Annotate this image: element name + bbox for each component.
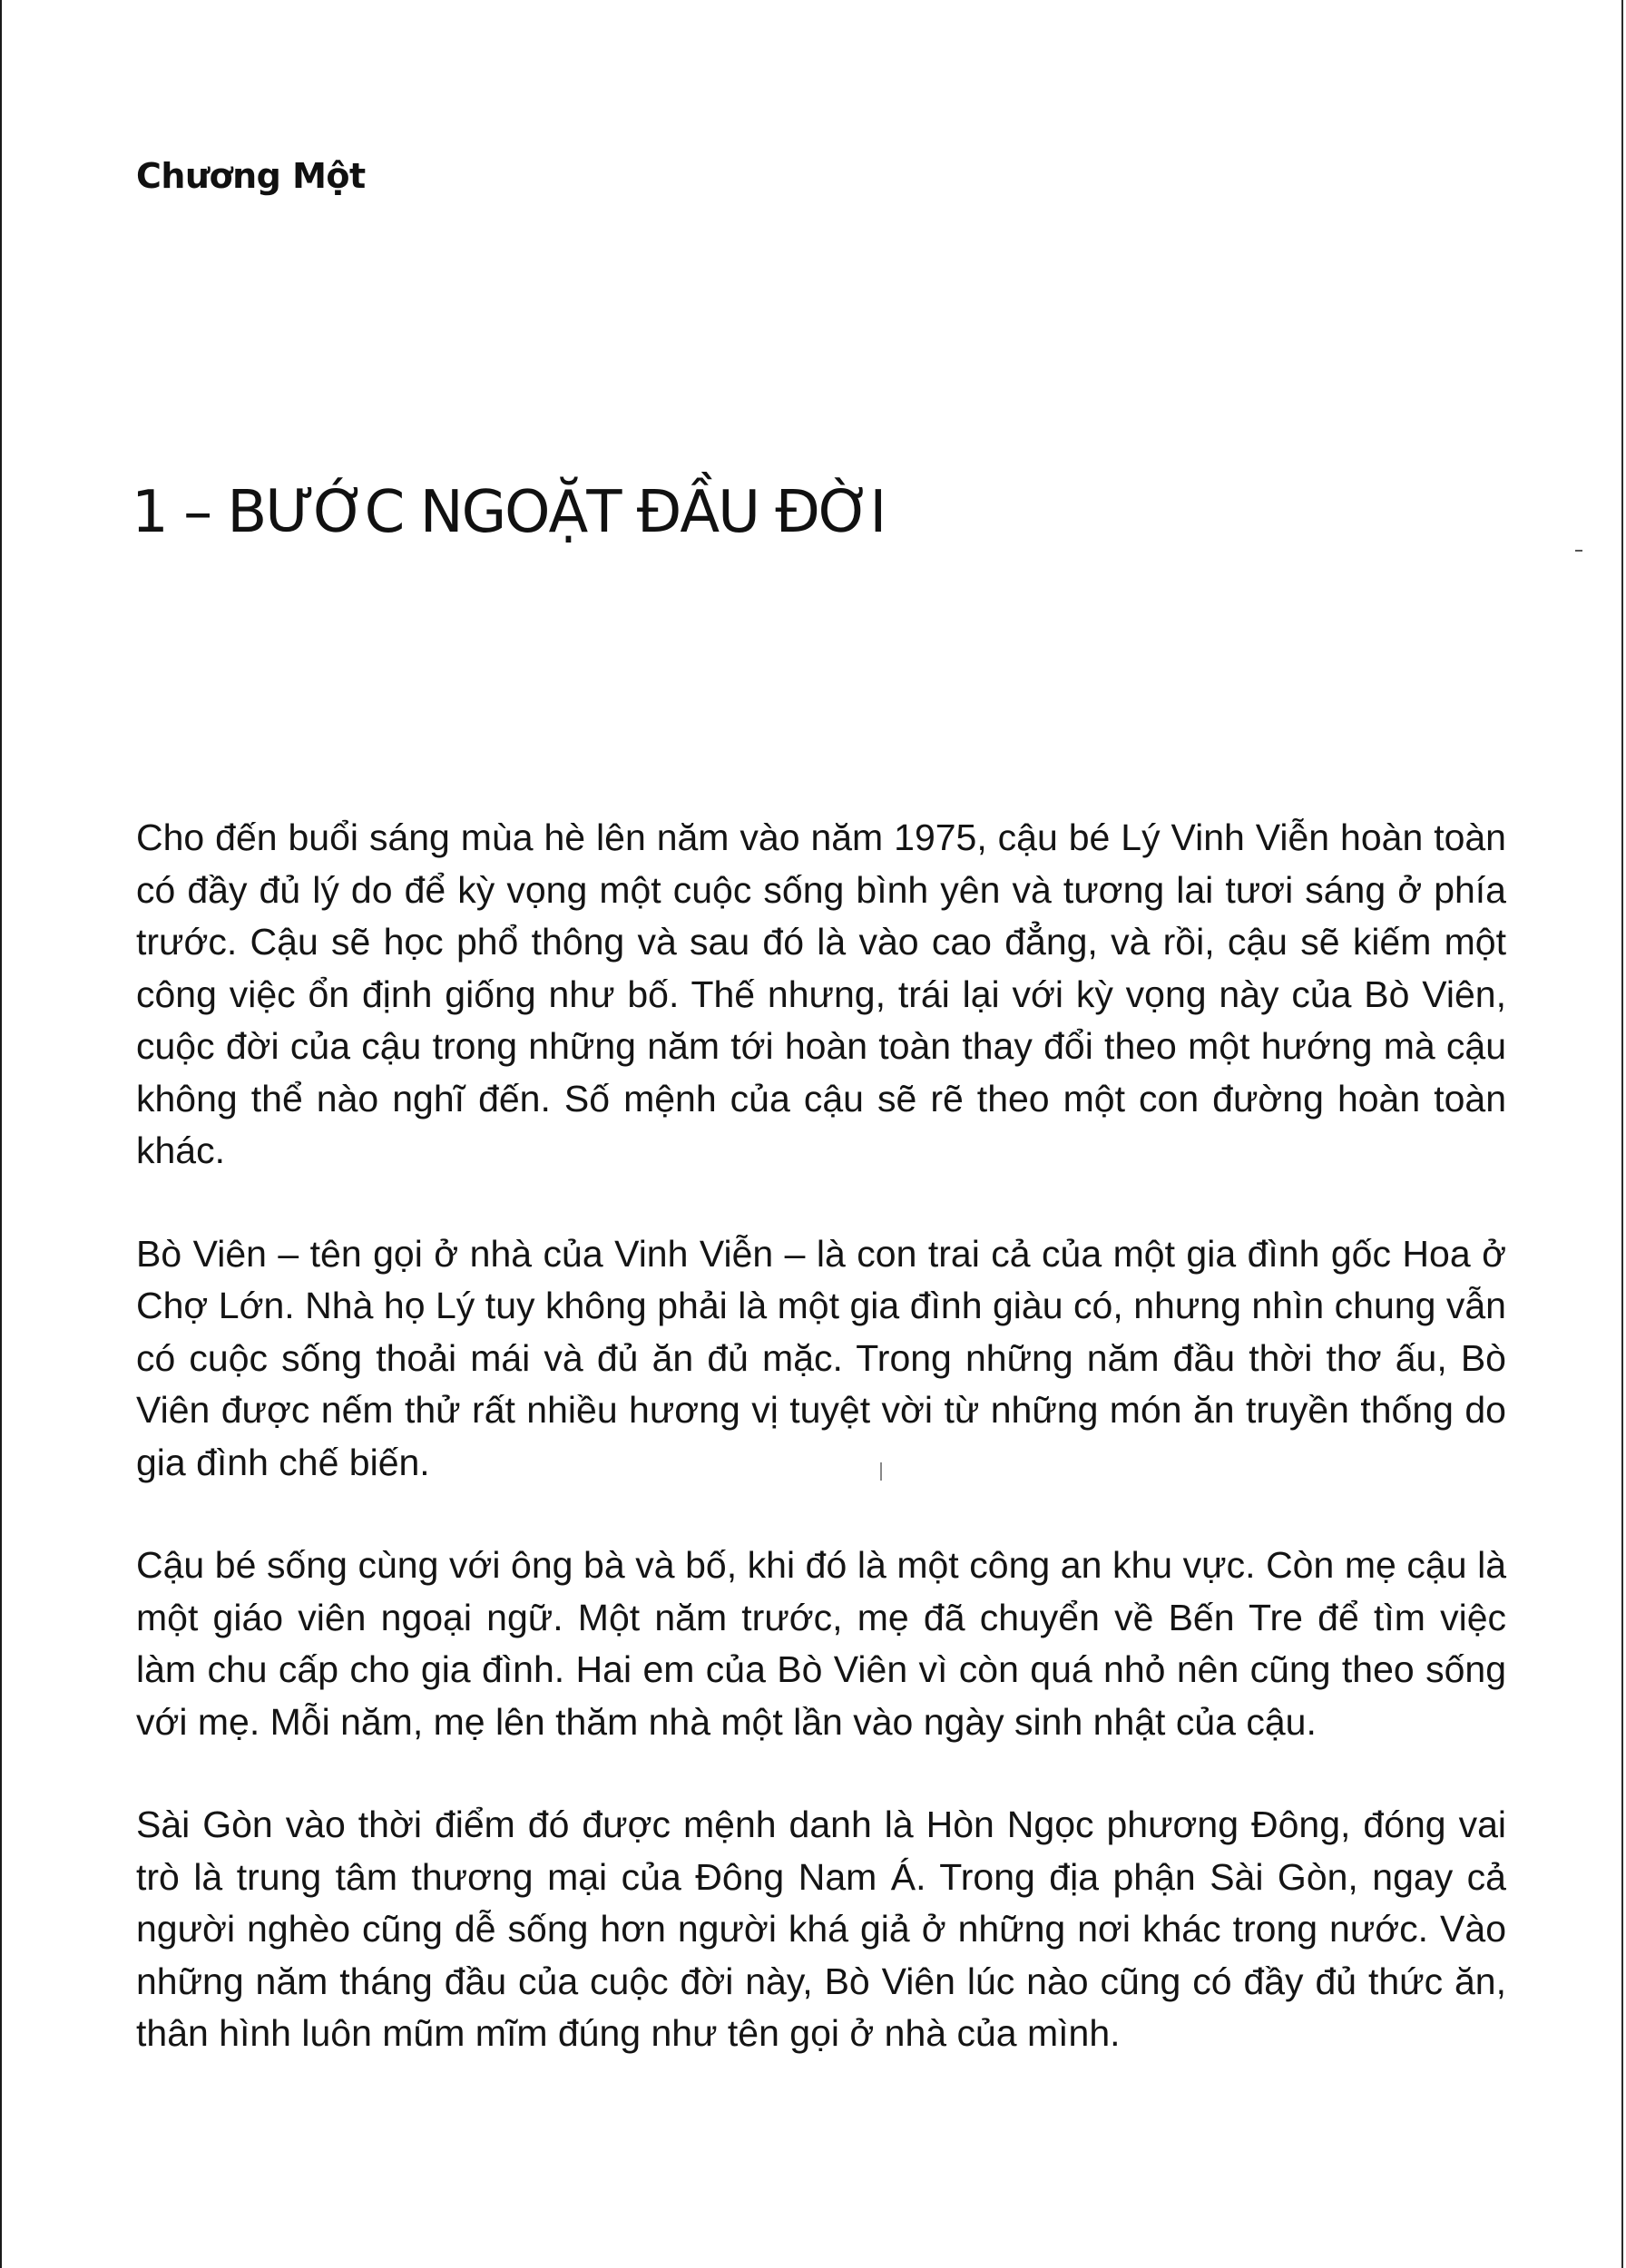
section-title: 1 – BƯỚC NGOẶT ĐẦU ĐỜI [132, 479, 886, 546]
scan-speck [880, 1462, 882, 1481]
chapter-label: Chương Một [136, 156, 366, 196]
paragraph: Sài Gòn vào thời điểm đó được mệnh danh là Hòn Ngọc phương Đông, đóng vai trò là trung tâm thương mại của Đông Nam Á. Trong địa phận Sài Gòn, ngay cả người nghèo cũng dễ sống hơn người khá giả ở những nơi khác trong nước. Vào những năm tháng đầu của cuộc đời này, Bò Viên lúc nào cũng có đầy đủ thức ăn, thân hình luôn mũm mĩm đúng như tên gọi ở nhà của mình. [136, 1804, 1506, 2054]
paragraph: Cho đến buổi sáng mùa hè lên năm vào năm 1975, cậu bé Lý Vinh Viễn hoàn toàn có đầy đủ lý do để kỳ vọng một cuộc sống bình yên và tương lai tươi sáng ở phía trước. Cậu sẽ học phổ thông và sau đó là vào cao đẳng, và rồi, cậu sẽ kiếm một công việc ổn định giống như bố. Thế nhưng, trái lại với kỳ vọng này của Bò Viên, cuộc đời của cậu trong những năm tới hoàn toàn thay đổi theo một hướng mà cậu không thể nào nghĩ đến. Số mệnh của cậu sẽ rẽ theo một con đường hoàn toàn khác. [136, 816, 1506, 1171]
scan-edge-right [1621, 0, 1623, 2268]
paragraph: Cậu bé sống cùng với ông bà và bố, khi đó là một công an khu vực. Còn mẹ cậu là một giáo viên ngoại ngữ. Một năm trước, mẹ đã chuyển về Bến Tre để tìm việc làm chu cấp cho gia đình. Hai em của Bò Viên vì còn quá nhỏ nên cũng theo sống với mẹ. Mỗi năm, mẹ lên thăm nhà một lần vào ngày sinh nhật của cậu. [136, 1544, 1506, 1743]
body-text [136, 812, 1506, 2111]
paragraph: Bò Viên – tên gọi ở nhà của Vinh Viễn – là con trai cả của một gia đình gốc Hoa ở Chợ Lớn. Nhà họ Lý tuy không phải là một gia đình giàu có, nhưng nhìn chung vẫn có cuộc sống thoải mái và đủ ăn đủ mặc. Trong những năm đầu thời thơ ấu, Bò Viên được nếm thử rất nhiều hương vị tuyệt vời từ những món ăn truyền thống do gia đình chế biến. [136, 1232, 1506, 1483]
scan-edge-left [0, 0, 2, 2268]
scan-speck [1575, 550, 1582, 552]
